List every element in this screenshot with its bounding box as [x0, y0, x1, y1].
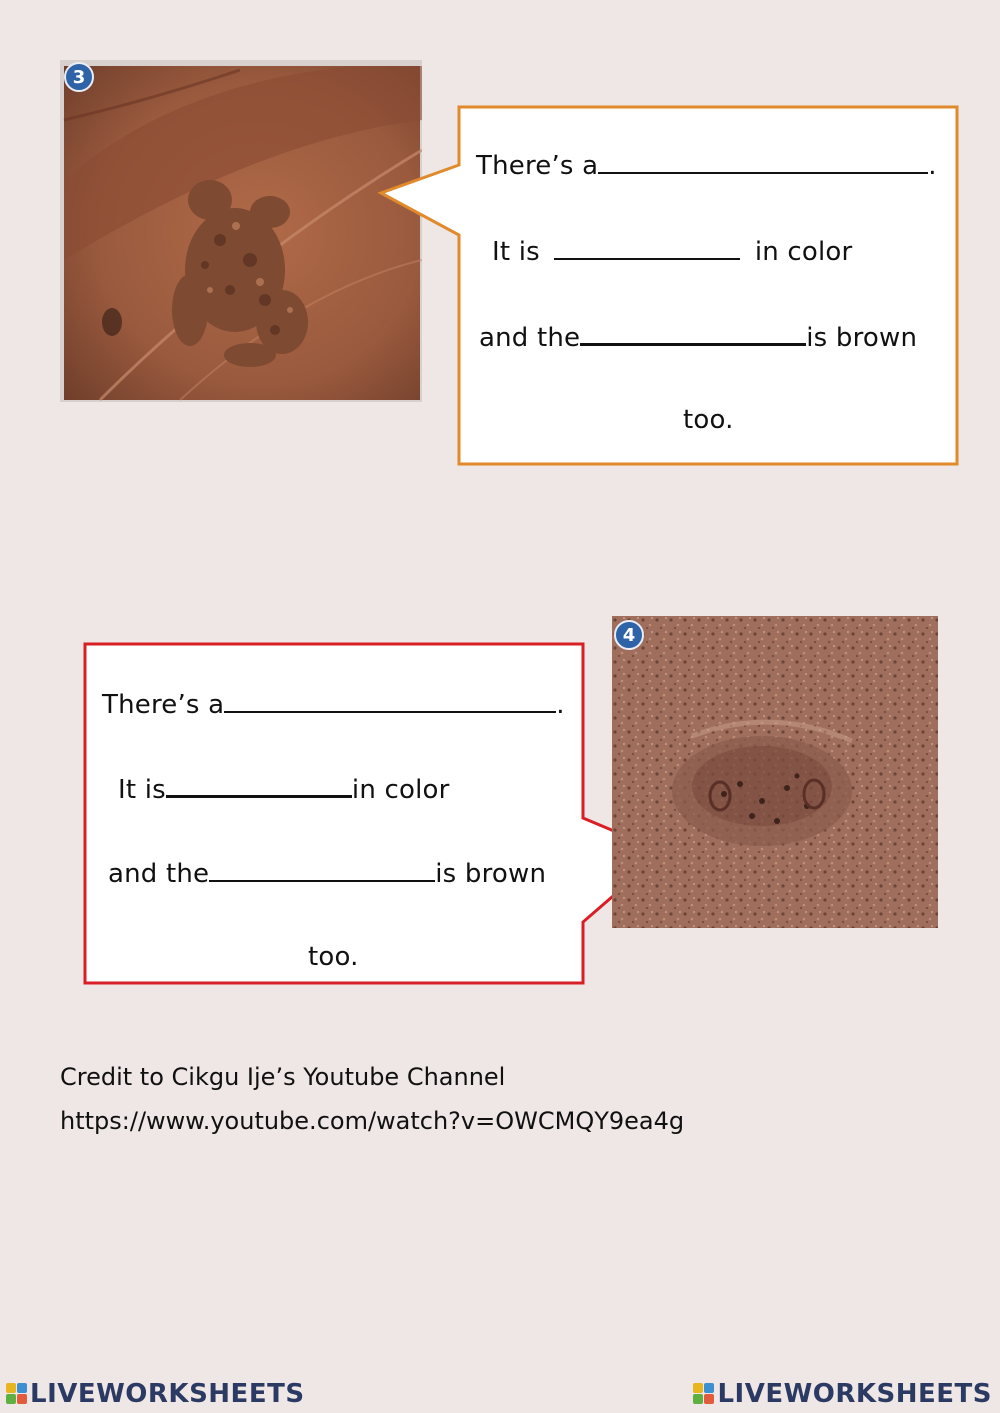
card2-line3	[108, 858, 546, 889]
card2-blank-object[interactable]	[209, 858, 435, 882]
card1-period: .	[928, 151, 937, 181]
number-badge-3: 3	[64, 62, 94, 92]
card2-line4: too.	[308, 942, 359, 972]
card2-blank-animal[interactable]	[224, 689, 556, 713]
card2-in-color: in color	[351, 775, 450, 805]
card1-line4: too.	[683, 405, 734, 435]
credit-text: Credit to Cikgu Ije’s Youtube Channel	[60, 1063, 506, 1091]
toad-on-sand-image	[612, 616, 938, 928]
card2-line2	[118, 773, 450, 805]
liveworksheets-logo-left	[6, 1379, 305, 1409]
card1-is-brown: is brown	[806, 323, 918, 353]
card2-and-the: and the	[108, 859, 210, 889]
card2-line1	[102, 689, 565, 720]
liveworksheets-logo-right	[693, 1379, 992, 1409]
number-badge-4: 4	[614, 620, 644, 650]
card2-theres-a: There’s a	[102, 690, 225, 720]
brand-left: LIVEWORKSHEETS	[30, 1379, 305, 1409]
card2-blank-color[interactable]	[166, 773, 352, 798]
card2-is-brown: is brown	[435, 859, 547, 889]
credit-url[interactable]: https://www.youtube.com/watch?v=OWCMQY9ea4g	[60, 1107, 685, 1135]
brand-right: LIVEWORKSHEETS	[717, 1379, 992, 1409]
card1-in-color: in color	[754, 237, 853, 267]
card1-and-the: and the	[479, 323, 581, 353]
liveworksheets-icon	[6, 1383, 28, 1405]
card1-theres-a: There’s a	[476, 151, 599, 181]
card2-period: .	[556, 690, 565, 720]
card2-it-is: It is	[118, 775, 166, 805]
liveworksheets-icon	[693, 1383, 715, 1405]
card1-it-is: It is	[492, 237, 540, 267]
